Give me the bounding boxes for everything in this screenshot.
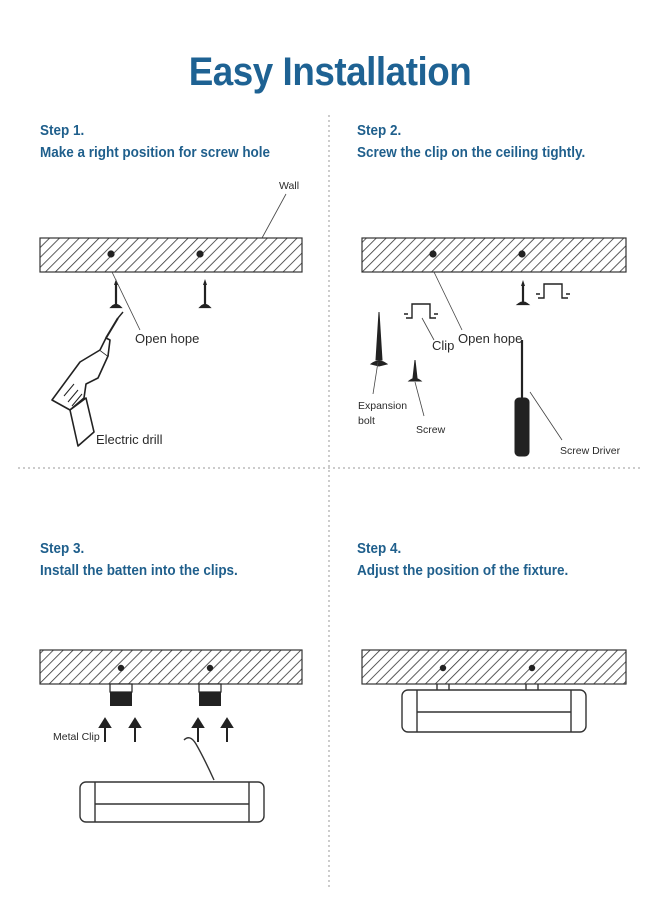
step-4-instruction: Adjust the position of the fixture.	[357, 563, 569, 579]
wire-icon	[184, 738, 214, 780]
ceiling-wall-4	[362, 650, 626, 684]
step-2-instruction: Screw the clip on the ceiling tightly.	[357, 145, 586, 161]
screw-label: Screw	[416, 424, 446, 436]
electric-drill-icon	[52, 312, 123, 446]
anchor-icon	[519, 280, 527, 304]
step-1-diagram	[40, 180, 302, 447]
step-4-heading: Step 4.	[357, 541, 402, 557]
ceiling-wall-3	[40, 650, 302, 684]
expansion-bolt-icon	[371, 312, 387, 366]
screw-hole-icon	[196, 250, 203, 257]
ceiling-wall-2	[362, 238, 626, 272]
anchor-icon	[201, 279, 209, 307]
step-4-diagram	[362, 650, 626, 732]
clip-icon	[404, 304, 438, 318]
open-hole-label-2: Open hope	[458, 331, 523, 346]
step-1-instruction: Make a right position for screw hole	[40, 145, 271, 161]
expansion-bolt-label-2: bolt	[358, 415, 375, 427]
page-title: Easy Installation	[188, 50, 472, 94]
screwdriver-label: Screw Driver	[560, 445, 621, 457]
expansion-bolt-label: Expansion	[358, 400, 408, 412]
screw-hole-icon	[107, 250, 114, 257]
screwdriver-icon	[515, 340, 529, 456]
step-3-diagram	[40, 650, 302, 822]
screw-hole-icon	[518, 250, 525, 257]
wall-label: Wall	[279, 180, 300, 192]
batten-fixture-icon	[80, 782, 264, 822]
step-3-heading: Step 3.	[40, 541, 85, 557]
step-3-instruction: Install the batten into the clips.	[40, 563, 238, 579]
installed-fixture-icon	[402, 684, 586, 732]
screw-icon	[409, 360, 421, 381]
metal-clip-label: Metal Clip	[53, 731, 100, 743]
step-1-heading: Step 1.	[40, 123, 85, 139]
open-hole-label: Open hope	[135, 331, 200, 346]
screw-hole-icon	[429, 250, 436, 257]
anchor-icon	[112, 279, 120, 307]
ceiling-wall-1	[40, 238, 302, 272]
clip-label: Clip	[432, 338, 455, 353]
clip-icon	[536, 284, 570, 298]
electric-drill-label: Electric drill	[96, 432, 163, 447]
step-2-heading: Step 2.	[357, 123, 402, 139]
step-2-diagram	[358, 238, 626, 457]
arrow-up-icon	[100, 719, 232, 742]
